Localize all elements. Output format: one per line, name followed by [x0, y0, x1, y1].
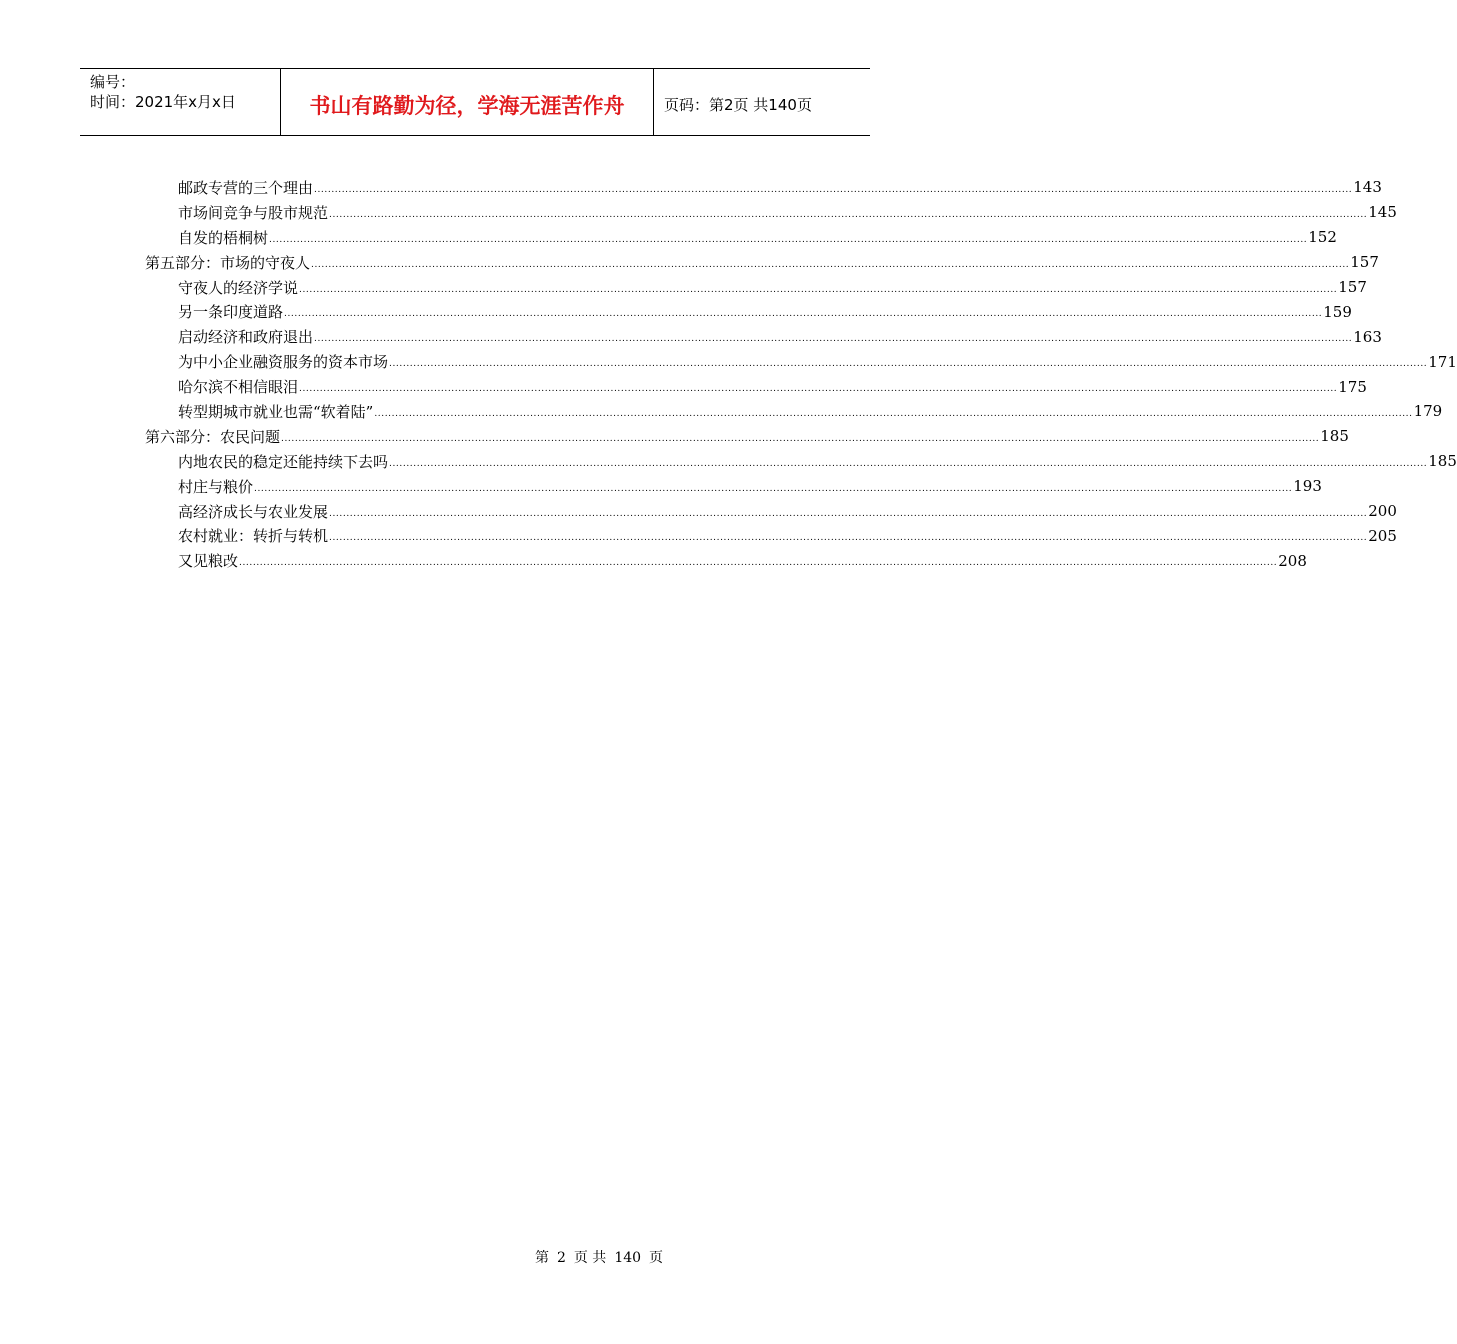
toc-leader-dots: ............................................................................................................................................................................................................................................................................................................	[374, 408, 1413, 419]
toc-leader-dots: ............................................................................................................................................................................................................................................................................................................	[314, 184, 1353, 195]
toc-entry-page: 185	[1428, 452, 1457, 471]
toc-entry-title: 市场间竞争与股市规范	[178, 203, 329, 222]
header-page-info: 页码：第2页 共140页	[664, 95, 812, 114]
toc-entry	[145, 275, 1367, 300]
toc-entry	[145, 474, 1322, 499]
toc-entry	[145, 299, 1352, 324]
toc-entry	[145, 499, 1397, 524]
toc-entry	[145, 200, 1397, 225]
toc-entry-page: 145	[1368, 203, 1397, 222]
toc-leader-dots: ............................................................................................................................................................................................................................................................................................................	[329, 508, 1368, 519]
toc-entry-title: 转型期城市就业也需“软着陆”	[178, 402, 374, 421]
toc-leader-dots: ............................................................................................................................................................................................................................................................................................................	[311, 259, 1350, 270]
toc-entry	[145, 324, 1382, 349]
toc-entry-page: 205	[1368, 526, 1397, 545]
toc-entry-title: 第五部分：市场的守夜人	[145, 253, 311, 272]
toc-entry-page: 171	[1428, 352, 1457, 371]
footer-page: 2	[556, 1250, 566, 1266]
toc-entry-title: 内地农民的稳定还能持续下去吗	[178, 452, 389, 471]
toc-entry-title: 为中小企业融资服务的资本市场	[178, 353, 389, 372]
toc-entry-title: 哈尔滨不相信眼泪	[178, 378, 299, 397]
toc-entry-title: 第六部分：农民问题	[145, 427, 281, 446]
footer-prefix: 第	[534, 1250, 549, 1266]
toc-entry	[145, 523, 1397, 548]
toc-entry	[145, 349, 1457, 374]
toc-leader-dots: ............................................................................................................................................................................................................................................................................................................	[269, 234, 1308, 245]
toc-leader-dots: ............................................................................................................................................................................................................................................................................................................	[299, 384, 1338, 395]
toc-entry-page: 143	[1353, 178, 1382, 197]
toc-leader-dots: ............................................................................................................................................................................................................................................................................................................	[281, 433, 1320, 444]
toc-leader-dots: ............................................................................................................................................................................................................................................................................................................	[299, 284, 1338, 295]
toc-leader-dots: ............................................................................................................................................................................................................................................................................................................	[239, 558, 1278, 569]
toc-entry	[145, 175, 1382, 200]
toc-entry-page: 157	[1338, 278, 1367, 296]
toc-leader-dots: ............................................................................................................................................................................................................................................................................................................	[284, 309, 1323, 320]
toc-leader-dots: ............................................................................................................................................................................................................................................................................................................	[389, 359, 1428, 370]
toc-entry	[145, 374, 1367, 399]
toc-entry-title: 启动经济和政府退出	[178, 328, 314, 347]
toc-entry-title: 村庄与粮价	[178, 477, 254, 496]
toc-entry	[145, 548, 1307, 573]
toc-entry-page: 185	[1320, 427, 1349, 446]
toc-leader-dots: ............................................................................................................................................................................................................................................................................................................	[254, 483, 1293, 494]
footer-suffix: 页	[649, 1250, 664, 1266]
toc-entry-title: 另一条印度道路	[178, 303, 284, 322]
toc-entry	[145, 250, 1379, 275]
toc-entry-page: 200	[1368, 502, 1397, 521]
toc-leader-dots: ............................................................................................................................................................................................................................................................................................................	[329, 209, 1368, 220]
footer-mid: 页 共	[573, 1250, 607, 1266]
toc-leader-dots: ............................................................................................................................................................................................................................................................................................................	[389, 458, 1428, 469]
toc-entry-title: 高经济成长与农业发展	[178, 502, 329, 521]
toc-entry-page: 152	[1308, 228, 1337, 247]
toc-entry	[145, 399, 1443, 424]
footer-total: 140	[614, 1250, 642, 1266]
toc-leader-dots: ............................................................................................................................................................................................................................................................................................................	[329, 533, 1368, 544]
toc-entry-title: 又见粮改	[178, 552, 239, 571]
header-motto: 书山有路勤为径，学海无涯苦作舟	[281, 69, 654, 135]
time-label: 时间：2021年x月x日	[90, 93, 236, 111]
toc-entry-page: 159	[1323, 302, 1352, 321]
toc-entry-page: 179	[1413, 402, 1443, 421]
toc-leader-dots: ............................................................................................................................................................................................................................................................................................................	[314, 334, 1353, 345]
page-header	[80, 68, 870, 136]
toc-entry	[145, 449, 1457, 474]
number-label: 编号：	[90, 73, 136, 91]
toc-entry-page: 193	[1293, 477, 1322, 496]
toc-entry-title: 农村就业：转折与转机	[178, 527, 329, 546]
toc-entry-title: 自发的梧桐树	[178, 228, 269, 247]
toc-entry-page: 208	[1278, 551, 1307, 570]
toc-entry-page: 175	[1338, 377, 1367, 396]
page-footer	[0, 1247, 950, 1267]
header-meta	[80, 69, 281, 135]
table-of-contents	[145, 175, 1457, 573]
toc-entry	[145, 225, 1337, 250]
toc-entry	[145, 424, 1349, 449]
toc-entry-title: 邮政专营的三个理由	[178, 178, 314, 197]
toc-entry-page: 157	[1350, 253, 1379, 272]
toc-entry-title: 守夜人的经济学说	[178, 278, 299, 297]
toc-entry-page: 163	[1353, 327, 1382, 346]
